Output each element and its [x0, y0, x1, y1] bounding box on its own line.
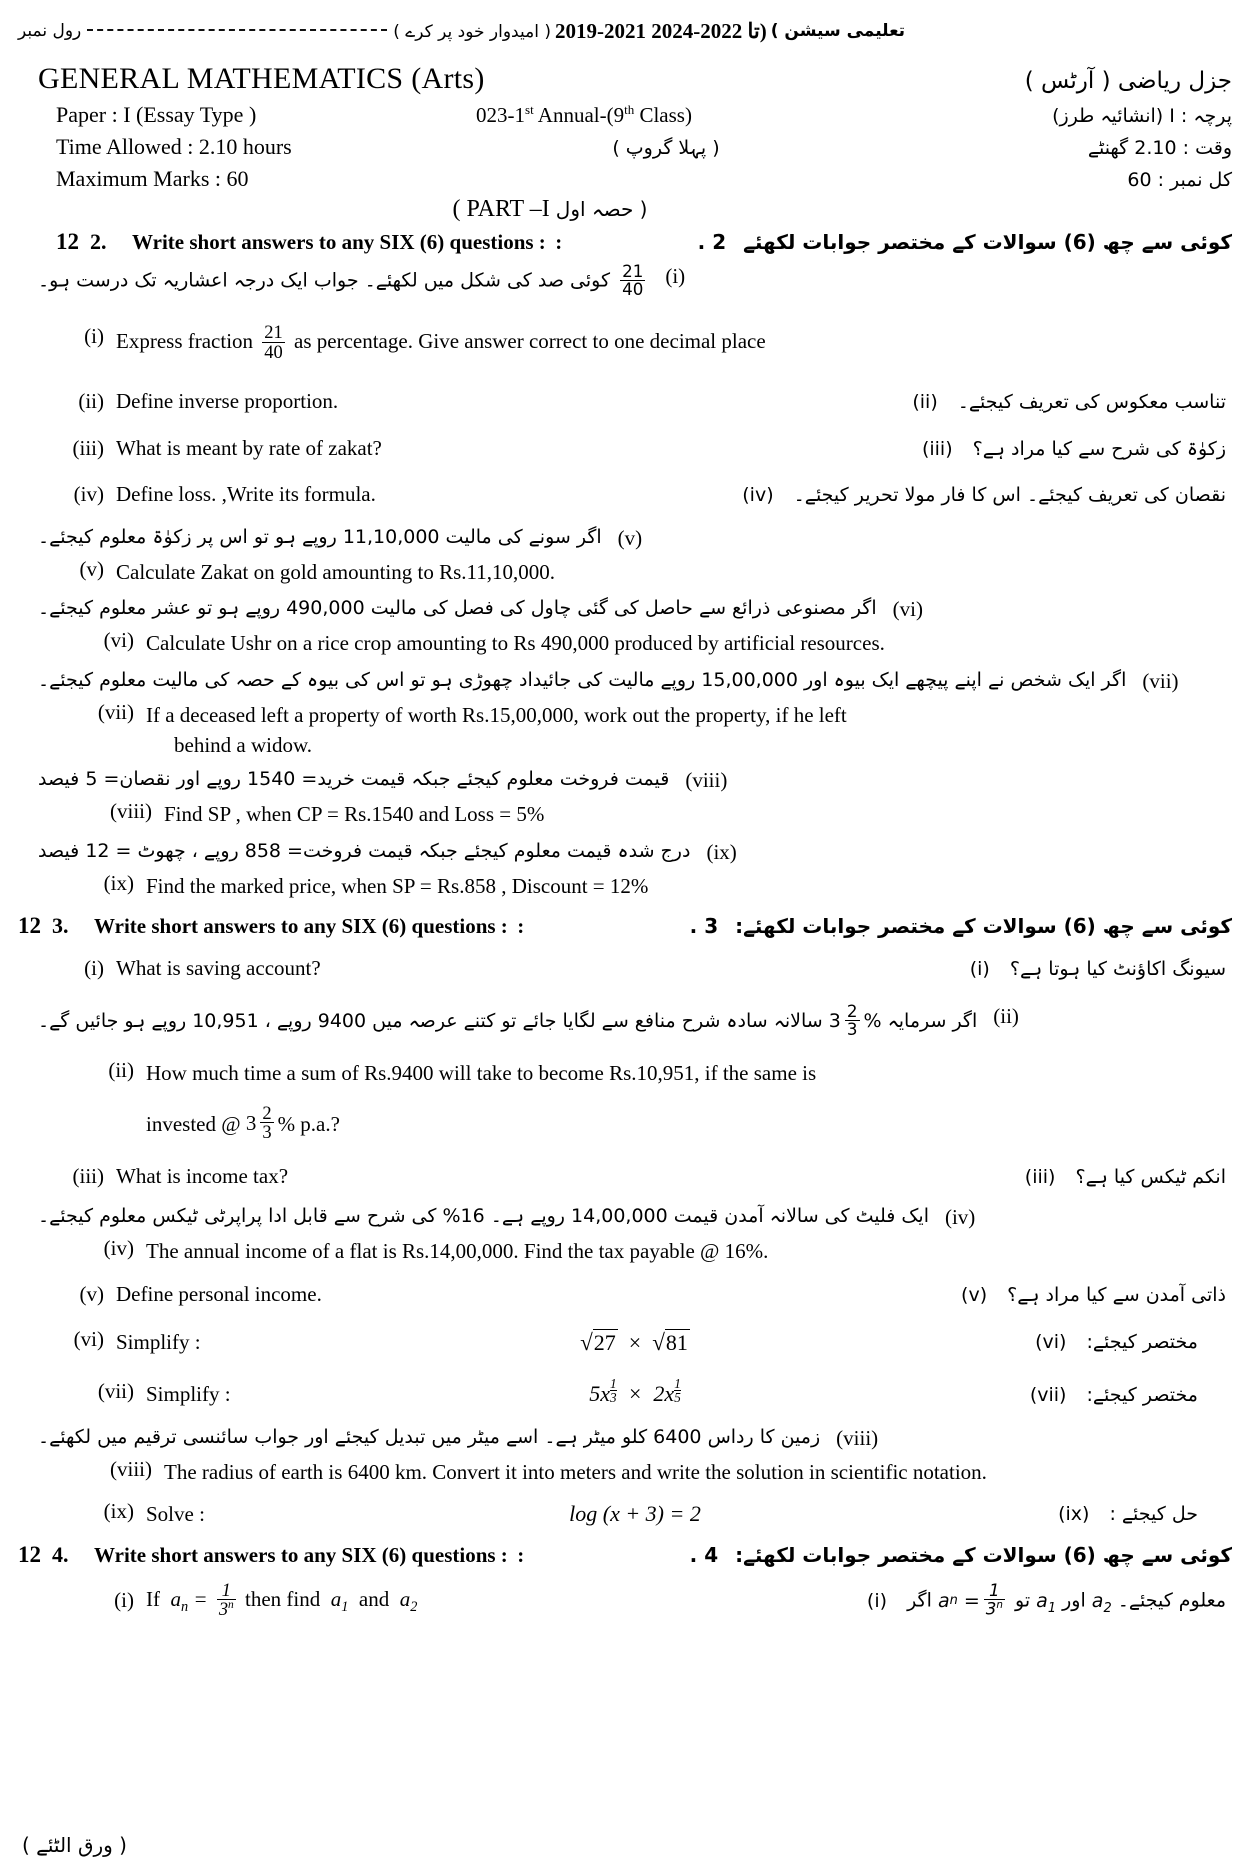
q4-item-i-text-urdu: معلوم کیجئے۔ $a_2$ اور $a_1$ تو a n = $\frac{1}{3^n}$ اگر (i) [866, 1580, 1226, 1619]
q2-item-v-english [38, 557, 1232, 587]
q2-item-vii-text: If a deceased left a property of worth Rs.15,00,000, work out the property, if he left behind a widow. [146, 700, 847, 761]
q2-item-i-english [38, 324, 1232, 362]
q3-item-viii-text: The radius of earth is 6400 km. Convert it into meters and write the solution in scientific notation. [164, 1459, 987, 1484]
q3-item-v-row [38, 1279, 1232, 1309]
q2-item-v-urdu [38, 526, 1232, 551]
q3-item-viii-urdu [38, 1426, 1232, 1451]
q3-item-ii-label-urdu: (ii) [993, 1003, 1019, 1028]
q3-item-iii-row [38, 1161, 1232, 1191]
q2-item-ii-row [38, 386, 1232, 416]
q3-item-vi-text: Simplify : [116, 1329, 201, 1354]
q3-item-viii-text-urdu: زمین کا رداس 6400 کلو میٹر ہے۔ اسے میٹر میں تبدیل کیجئے اور جواب سائنسی ترقیم میں لکھئے۔ [38, 1425, 821, 1448]
q3-item-ix-row [38, 1499, 1232, 1529]
exponent-one-fifth: $\frac{1}{5}$ [674, 1375, 681, 1405]
q3-item-vi-label-urdu: (vi) [1035, 1331, 1067, 1354]
q2-item-iii-row [38, 433, 1232, 463]
mixed-number-3-2-3-urdu: 3 $\frac{2}{3}$ [828, 1000, 858, 1039]
time-allowed-urdu: وقت : 2.10 گھنٹے [1087, 137, 1232, 159]
q2-item-viii-label-urdu: (viii) [685, 768, 728, 793]
question-2-marks: 12 [56, 229, 79, 254]
q2-item-v-text-urdu: اگر سونے کی مالیت 11,10,000 روپے ہو تو اس پر زکوٰۃ معلوم کیجئے۔ [38, 525, 602, 548]
q2-item-iii-text-urdu: زکوٰۃ کی شرح سے کیا مراد ہے؟ (iii) [921, 437, 1226, 460]
q3-item-ix-label: (ix) [103, 1499, 134, 1524]
question-4-number: 4. [52, 1541, 69, 1567]
q4-item-i-label: (i) [114, 1588, 134, 1613]
q3-item-v-text-urdu: ذاتی آمدن سے کیا مراد ہے؟ (v) [961, 1283, 1226, 1306]
q2-item-ix-urdu [38, 840, 1232, 865]
q3-item-iii-label: (iii) [72, 1163, 104, 1188]
q3-item-iv-label-urdu: (iv) [944, 1205, 976, 1230]
q3-item-iv-text-urdu: ایک فلیٹ کی سالانہ آمدن قیمت 14,00,000 روپے ہے۔ 16% کی شرح سے قابل ادا پراپرٹی ٹیکس معلوم کیجئے۔ [38, 1205, 929, 1228]
question-4-number-urdu: 4 . [689, 1542, 719, 1567]
question-3-marks: 12 [18, 913, 41, 939]
q2-item-vii-text-line2: behind a widow. [174, 733, 313, 758]
q3-item-vii-row [38, 1375, 1232, 1409]
q3-item-vi-row [38, 1327, 1232, 1357]
sequence-a-n-urdu: a n = $\frac{1}{3^n}$ [937, 1580, 1003, 1619]
subject-title-english: GENERAL MATHEMATICS (Arts) [38, 62, 485, 95]
q2-item-ix-label: (ix) [103, 870, 134, 895]
q3-item-v-label-urdu: (v) [961, 1283, 988, 1306]
q3-item-vi-right-urdu: مختصر کیجئے: (vi) [1035, 1331, 1198, 1354]
q2-item-iii-label-urdu: (iii) [921, 437, 953, 460]
part-heading [38, 196, 1232, 223]
part-heading-urdu: حصہ اول ) [555, 197, 648, 221]
q3-item-iv-urdu [38, 1205, 1232, 1230]
mixed-number-3-2-3: 3 $\frac{2}{3}$ [245, 1102, 272, 1143]
q2-item-v-label-urdu: (v) [617, 525, 643, 550]
q3-item-viii-label-urdu: (viii) [836, 1425, 879, 1450]
q2-item-vii-label-urdu: (vii) [1142, 668, 1179, 693]
maximum-marks-english: Maximum Marks : 60 [56, 166, 249, 191]
fraction-21-40: $\frac{21}{40}$ [264, 322, 283, 362]
question-3-number-urdu: 3 . [689, 914, 719, 939]
q2-item-i-urdu [38, 261, 1232, 299]
q2-item-ix-text: Find the marked price, when SP = Rs.858 , Discount = 12% [146, 873, 649, 898]
q2-item-viii-english [38, 799, 1232, 829]
q3-item-i-label-urdu: (i) [969, 958, 990, 981]
q2-item-vii-urdu [38, 669, 1232, 694]
q2-item-iv-row [38, 479, 1232, 509]
sqrt-27: √27 [580, 1328, 616, 1355]
part-heading-english: ( PART –I [452, 196, 550, 222]
question-3-number: 3. [52, 913, 69, 939]
q3-item-iii-text: What is income tax? [116, 1163, 289, 1188]
q2-item-vi-text: Calculate Ushr on a rice crop amounting to Rs 490,000 produced by artificial resources. [146, 631, 885, 656]
q3-item-iv-text: The annual income of a flat is Rs.14,00,000. Find the tax payable @ 16%. [146, 1239, 769, 1264]
q3-item-iv-english [38, 1236, 1232, 1266]
turn-over-note: ( ورق الٹئے ) [22, 1833, 127, 1857]
question-2-prompt-english: Write short answers to any SIX (6) questions : [132, 230, 546, 254]
roll-number-label-urdu: رول نمبر [18, 21, 82, 41]
paper-label-english: Paper : I (Essay Type ) [56, 102, 257, 127]
q3-item-i-row [38, 953, 1232, 983]
q3-item-vii-label-urdu: (vii) [1029, 1383, 1067, 1406]
q2-item-iv-text-urdu: نقصان کی تعریف کیجئے۔ اس کا فار مولا تحریر کیجئے۔ (iv) [742, 484, 1226, 507]
fraction-21-40-urdu: $\frac{21}{40}$ [622, 261, 644, 299]
sequence-a-2-urdu: $a_2$ [1091, 1589, 1112, 1616]
title-block [18, 62, 1232, 1620]
q2-item-viii-text: Find SP , when CP = Rs.1540 and Loss = 5% [164, 802, 545, 827]
time-allowed-english: Time Allowed : 2.10 hours [56, 134, 292, 159]
question-4-prompt-english: Write short answers to any SIX (6) questions : [94, 1542, 508, 1567]
q2-item-vii-english [38, 700, 1232, 761]
q3-item-ii-text: How much time a sum of Rs.9400 will take to become Rs.10,951, if the same is invested @ 3 $\frac{2}{3}$ % p.a.? [146, 1061, 817, 1143]
q2-item-i-label: (i) [84, 324, 104, 349]
time-row [38, 134, 1232, 160]
q2-item-ix-label-urdu: (ix) [706, 839, 737, 864]
q2-item-i-text-urdu: $\frac{21}{40}$ کوئی صد کی شکل میں لکھئے۔ جواب ایک درجہ اعشاریہ تک درست ہو۔ [38, 261, 644, 299]
question-4-colon: : [517, 1542, 525, 1567]
candidate-note-urdu: ( امیدوار خود پر کرے ) [393, 21, 551, 42]
sequence-a-1-urdu: $a_1$ [1036, 1589, 1057, 1616]
q2-item-ix-text-urdu: درج شدہ قیمت معلوم کیجئے جبکہ قیمت فروخت= 858 روپے ، چھوٹ = 12 فیصد [38, 839, 691, 862]
question-4-prompt-urdu: کوئی سے چھ (6) سوالات کے مختصر جوابات لکھئے: 4 . [689, 1542, 1232, 1567]
question-4-marks: 12 [18, 1541, 41, 1567]
q3-item-vii-label: (vii) [97, 1379, 134, 1404]
q3-item-iii-text-urdu: انکم ٹیکس کیا ہے؟ (iii) [1024, 1165, 1226, 1188]
q2-item-viii-label: (viii) [110, 799, 152, 824]
q3-item-viii-english [38, 1457, 1232, 1487]
q3-item-vi-expression: √27 × √81 [580, 1328, 688, 1355]
q3-item-ii-invested-pre: invested @ [146, 1111, 241, 1136]
q2-item-vi-urdu [38, 597, 1232, 622]
question-2-number-urdu: 2 . [697, 230, 727, 254]
session-label-urdu: ( تعلیمی سیشن [770, 21, 906, 41]
subject-title-urdu: جزل ریاضی ( آرٹس ) [1024, 68, 1232, 94]
annual-class-label: 023-1st Annual-(9th Class) [476, 102, 692, 127]
q3-item-vi-label: (vi) [73, 1326, 104, 1351]
q2-item-ii-label-urdu: (ii) [912, 391, 938, 414]
q2-item-vi-label: (vi) [103, 628, 134, 653]
q3-item-i-label: (i) [84, 956, 104, 981]
q2-item-vi-english [38, 628, 1232, 658]
q2-item-iv-label: (iv) [73, 482, 104, 507]
q2-item-vii-label: (vii) [97, 699, 134, 724]
q4-item-i-label-urdu: (i) [866, 1589, 888, 1612]
q2-item-ii-text-urdu: تناسب معکوس کی تعریف کیجئے۔ (ii) [912, 391, 1226, 414]
q2-item-iii-text: What is meant by rate of zakat? [116, 435, 382, 460]
q3-item-iii-label-urdu: (iii) [1024, 1165, 1056, 1188]
q2-item-iv-label-urdu: (iv) [742, 484, 774, 507]
q2-item-ix-english [38, 871, 1232, 901]
sequence-a-2: $a_2$ [394, 1586, 418, 1615]
q3-item-ii-invested-post: % p.a.? [277, 1111, 340, 1136]
q3-item-vi-left [38, 1327, 368, 1357]
question-3-heading [0, 913, 1232, 939]
question-2-prompt-urdu: کوئی سے چھ (6) سوالات کے مختصر جوابات لکھئے 2 . [697, 230, 1232, 254]
q3-item-viii-label: (viii) [110, 1456, 152, 1481]
sequence-a-n: $a_n$ = [165, 1586, 208, 1615]
q2-item-viii-text-urdu: قیمت فروخت معلوم کیجئے جبکہ قیمت خرید= 1540 روپے اور نقصان= 5 فیصد [38, 768, 670, 791]
q3-item-ix-text: Solve : [146, 1502, 205, 1527]
fraction-1-over-3n: $\frac{1}{3^n}$ [218, 1579, 234, 1620]
exponent-one-third: $\frac{1}{3}$ [609, 1375, 617, 1405]
q4-item-i-text: If $a_n$ = $\frac{1}{3^n}$ then find $a_1$ and $a_2$ [146, 1579, 418, 1620]
subject-row [38, 62, 1232, 96]
sqrt-81: √81 [652, 1328, 688, 1355]
q3-item-ix-right-urdu: حل کیجئے : (ix) [1058, 1503, 1198, 1526]
roll-number-blank[interactable] [87, 28, 387, 31]
q2-item-vi-label-urdu: (vi) [892, 597, 923, 622]
session-years: 2019-2021 تا 2022-2024) [554, 18, 767, 43]
paper-row [38, 102, 1232, 128]
question-4-heading [0, 1542, 1232, 1568]
q2-item-v-label: (v) [79, 556, 104, 581]
sequence-a-1: $a_1$ [325, 1586, 349, 1615]
question-2-heading [38, 229, 1232, 255]
q3-item-ii-urdu [38, 1000, 1232, 1039]
question-2-number: 2. [90, 229, 107, 254]
q3-item-v-label: (v) [79, 1281, 104, 1306]
q2-item-ii-text: Define inverse proportion. [116, 389, 339, 414]
question-3-colon: : [517, 914, 525, 939]
q3-item-vii-left [38, 1379, 368, 1409]
q3-item-vii-right-urdu: مختصر کیجئے: (vii) [1029, 1383, 1198, 1406]
q2-item-vii-text-urdu: اگر ایک شخص نے اپنے پیچھے ایک بیوہ اور 15,00,000 روپے مالیت کی جائیداد چھوڑی ہو تو اس کی بیوہ کے حصہ کی مالیت معلوم کیجئے۔ [38, 668, 1127, 691]
q3-item-i-text: What is saving account? [116, 956, 321, 981]
paper-label-urdu: پرچہ : I (انشائیہ طرز) [1052, 105, 1232, 127]
q4-urdu-and: اور [1062, 1589, 1086, 1612]
q2-item-vi-text-urdu: اگر مصنوعی ذرائع سے حاصل کی گئی چاول کی فصل کی مالیت 490,000 روپے ہو تو عشر معلوم کیجئے۔ [38, 597, 877, 620]
q3-item-iv-label: (iv) [103, 1236, 134, 1261]
q2-item-ii-label: (ii) [78, 389, 104, 414]
q2-item-v-text: Calculate Zakat on gold amounting to Rs.11,10,000. [116, 559, 555, 584]
q2-item-viii-urdu [38, 768, 1232, 793]
maximum-marks-urdu: کل نمبر : 60 [1127, 169, 1232, 191]
q2-item-i-label-urdu: (i) [665, 264, 686, 288]
q2-item-iii-label: (iii) [72, 435, 104, 460]
group-label-urdu: ( پہلا گروپ ) [612, 137, 720, 159]
q3-item-ii-text-urdu: اگر سرمایہ %3 $\frac{2}{3}$ سالانہ سادہ شرح منافع سے لگایا جائے تو کتنے عرصہ میں 9400 روپے ، 10,951 روپے ہو جائیں گے۔ [38, 1000, 978, 1039]
q3-item-ix-left [38, 1499, 368, 1529]
q3-item-ii-english [38, 1058, 1232, 1142]
question-3-prompt-urdu: کوئی سے چھ (6) سوالات کے مختصر جوابات لکھئے: 3 . [689, 914, 1232, 939]
q3-item-v-text: Define personal income. [116, 1281, 322, 1306]
q3-item-ii-label: (ii) [108, 1058, 134, 1083]
q4-item-i-row [38, 1579, 1232, 1620]
q3-item-vii-expression: 5x $\frac{1}{3}$ × 2x $\frac{1}{5}$ [589, 1375, 681, 1406]
question-2-colon: : [555, 230, 563, 254]
q3-item-vii-text: Simplify : [146, 1382, 231, 1407]
question-3-prompt-english: Write short answers to any SIX (6) questions : [94, 914, 508, 939]
q3-item-ix-expression: log (x + 3) = 2 [569, 1501, 701, 1527]
roll-number-line [18, 14, 1232, 48]
marks-row [38, 166, 1232, 192]
q2-item-iv-text: Define loss. ,Write its formula. [116, 482, 376, 507]
q2-item-i-text: Express fraction $\frac{21}{40}$ as percentage. Give answer correct to one decimal place [116, 322, 766, 362]
q3-item-i-text-urdu: سیونگ اکاؤنٹ کیا ہوتا ہے؟ (i) [969, 958, 1226, 981]
q3-item-ix-label-urdu: (ix) [1058, 1503, 1090, 1526]
